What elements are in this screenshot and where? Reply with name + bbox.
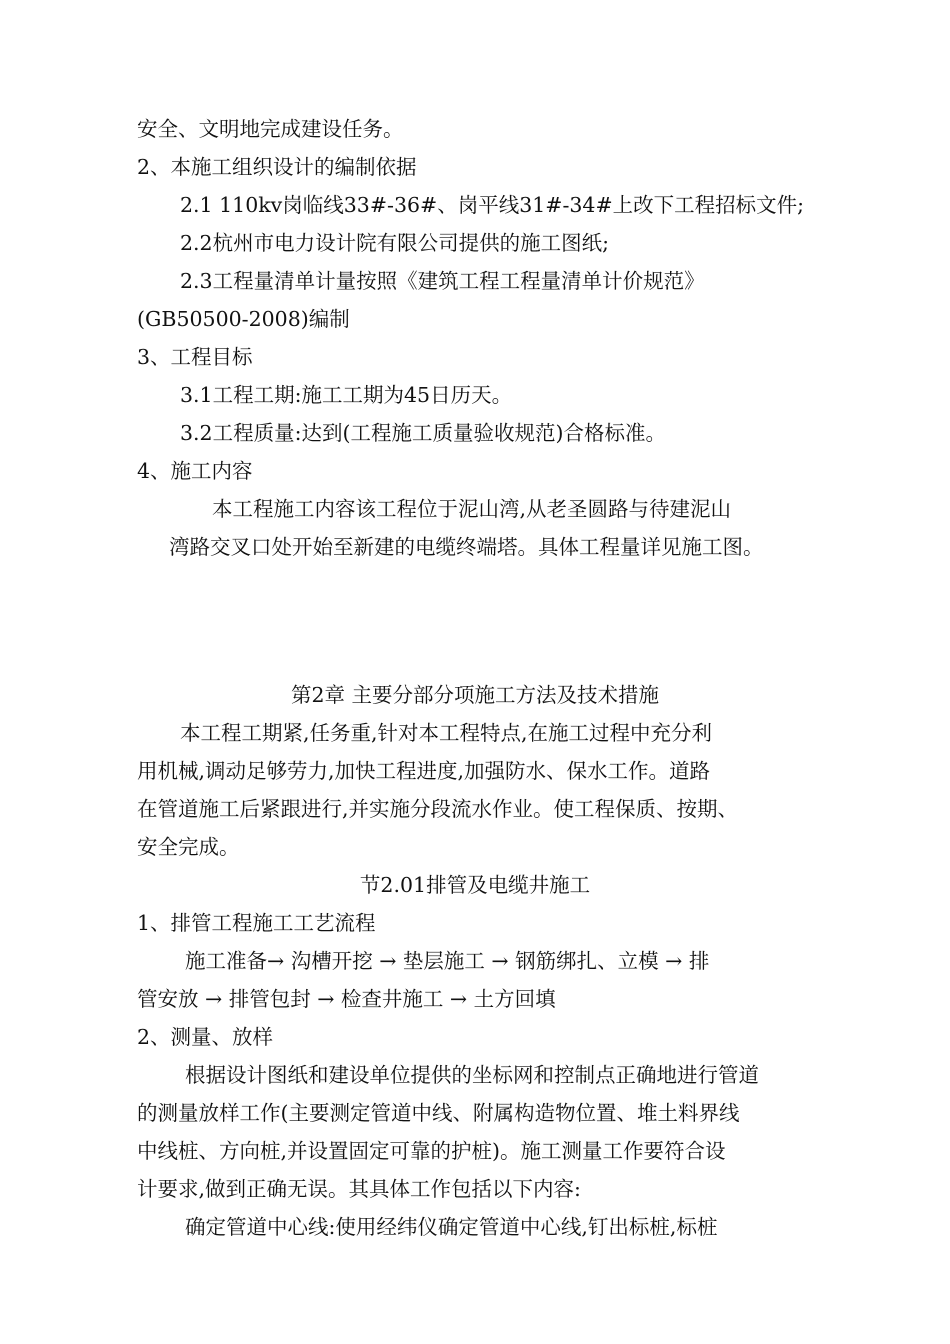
text-line: 计要求,做到正确无误。其具体工作包括以下内容: xyxy=(137,1177,581,1201)
text-line: 确定管道中心线:使用经纬仪确定管道中心线,钉出标桩,标桩 xyxy=(185,1215,718,1239)
text-line: 安全、文明地完成建设任务。 xyxy=(137,117,404,141)
text-line: 3.2工程质量:达到(工程施工质量验收规范)合格标准。 xyxy=(180,421,667,445)
text-line: 本工程工期紧,任务重,针对本工程特点,在施工过程中充分利 xyxy=(180,721,713,745)
text-line: 本工程施工内容该工程位于泥山湾,从老圣圆路与待建泥山 xyxy=(212,497,732,521)
text-line: 用机械,调动足够劳力,加快工程进度,加强防水、保水工作。道路 xyxy=(137,759,711,783)
text-line: 根据设计图纸和建设单位提供的坐标网和控制点正确地进行管道 xyxy=(185,1063,759,1087)
section-heading: 2、测量、放样 xyxy=(137,1025,274,1049)
text-line: 2.2杭州市电力设计院有限公司提供的施工图纸; xyxy=(180,231,610,255)
text-line: 在管道施工后紧跟进行,并实施分段流水作业。使工程保质、按期、 xyxy=(137,797,739,821)
section-title: 节2.01排管及电缆井施工 xyxy=(359,873,591,897)
section-heading: 4、施工内容 xyxy=(137,459,253,483)
text-line: 2.1 110kv岗临线33#-36#、岗平线31#-34#上改下工程招标文件; xyxy=(180,193,805,217)
text-line: 施工准备→ 沟槽开挖 → 垫层施工 → 钢筋绑扎、立模 → 排 xyxy=(185,949,710,973)
section-heading: 3、工程目标 xyxy=(137,345,253,369)
section-heading: 1、排管工程施工工艺流程 xyxy=(137,911,376,935)
text-line: (GB50500-2008)编制 xyxy=(137,307,350,331)
text-line: 的测量放样工作(主要测定管道中线、附属构造物位置、堆土料界线 xyxy=(137,1101,740,1125)
chapter-title: 第2章 主要分部分项施工方法及技术措施 xyxy=(290,683,660,707)
text-line: 3.1工程工期:施工工期为45日历天。 xyxy=(180,383,513,407)
text-line: 2.3工程量清单计量按照《建筑工程工程量清单计价规范》 xyxy=(180,269,705,293)
section-heading: 2、本施工组织设计的编制依据 xyxy=(137,155,417,179)
text-line: 安全完成。 xyxy=(137,835,240,859)
text-line: 中线桩、方向桩,并设置固定可靠的护桩)。施工测量工作要符合设 xyxy=(137,1139,726,1163)
text-line: 湾路交叉口处开始至新建的电缆终端塔。具体工程量详见施工图。 xyxy=(169,535,764,559)
text-line: 管安放 → 排管包封 → 检查井施工 → 土方回填 xyxy=(137,987,556,1011)
